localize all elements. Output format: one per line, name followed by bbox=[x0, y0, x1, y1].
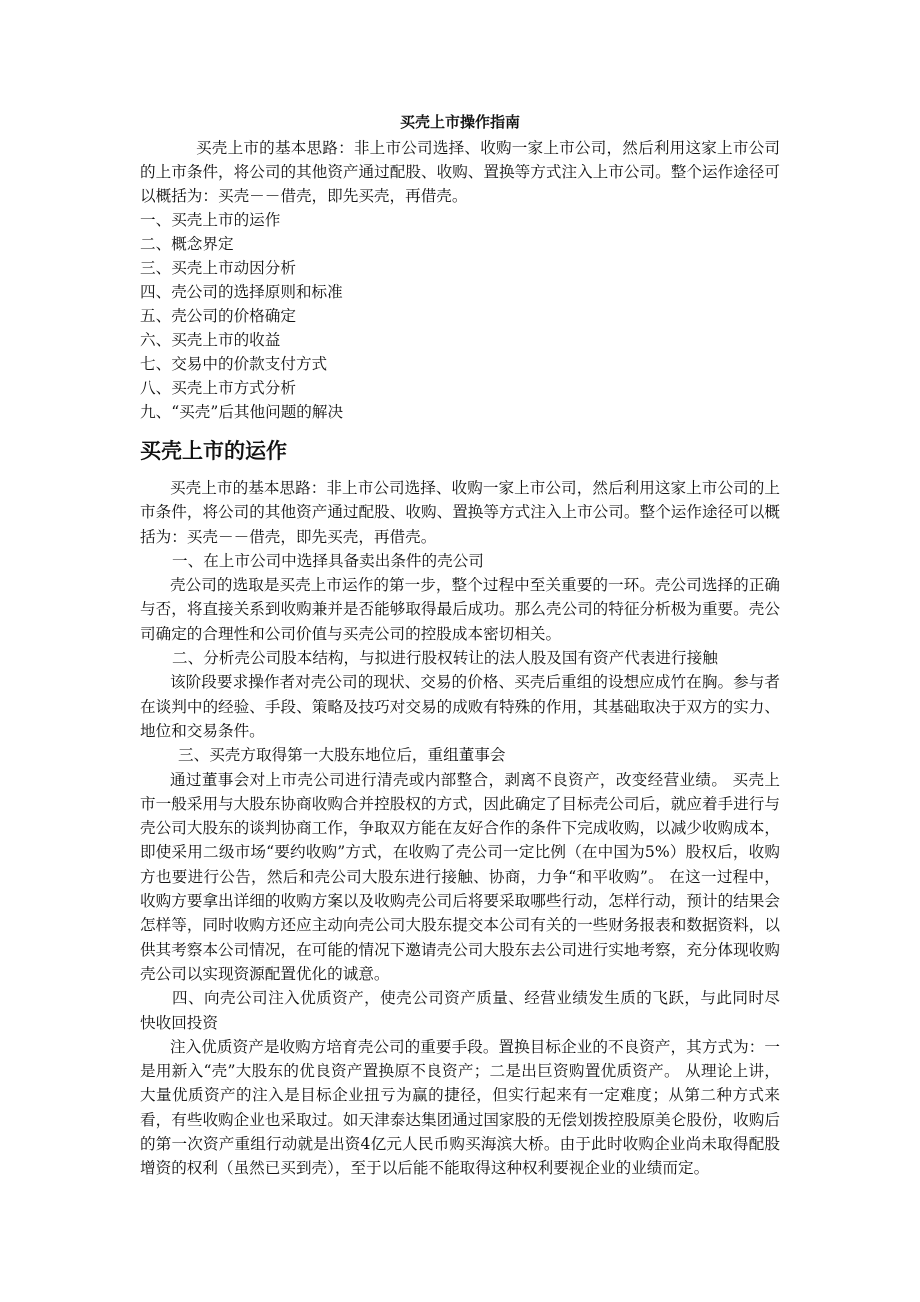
section-body bbox=[140, 476, 780, 1181]
table-of-contents bbox=[140, 208, 780, 424]
document-title: 买壳上市操作指南 bbox=[399, 113, 520, 131]
toc-item: 七、交易中的价款支付方式 bbox=[140, 355, 328, 373]
body-paragraph: 壳公司的选取是买壳上市运作的第一步，整个过程中至关重要的一环。壳公司选择的正确与否，将直接关系到收购兼并是否能够取得最后成功。那么壳公司的特征分析极为重要。壳公司确定的合理性和公司价值与买壳公司的控股成本密切相关。 bbox=[140, 576, 780, 643]
toc-item: 五、壳公司的价格确定 bbox=[140, 307, 296, 325]
toc-item: 六、买壳上市的收益 bbox=[140, 331, 281, 349]
body-paragraph: 买壳上市的基本思路：非上市公司选择、收购一家上市公司，然后利用这家上市公司的上市条件，将公司的其他资产通过配股、收购、置换等方式注入上市公司。整个运作途径可以概括为：买壳－－借壳，即先买壳，再借壳。 bbox=[140, 479, 780, 546]
toc-item: 四、壳公司的选择原则和标准 bbox=[140, 283, 343, 301]
toc-item: 九、“买壳”后其他问题的解决 bbox=[140, 403, 344, 421]
subheading-4: 四、向壳公司注入优质资产，使壳公司资产质量、经营业绩发生质的飞跃，与此同时尽快收回投资 bbox=[140, 989, 780, 1032]
subheading-3: 三、买壳方取得第一大股东地位后，重组董事会 bbox=[178, 746, 506, 765]
intro-paragraph: 买壳上市的基本思路：非上市公司选择、收购一家上市公司，然后利用这家上市公司的上市条件，将公司的其他资产通过配股、收购、置换等方式注入上市公司。整个运作途径可以概括为：买壳－－借壳，即先买壳，再借壳。 bbox=[140, 139, 780, 205]
subheading-1: 一、在上市公司中选择具备卖出条件的壳公司 bbox=[172, 551, 484, 570]
toc-item: 二、概念界定 bbox=[140, 235, 234, 253]
body-paragraph: 注入优质资产是收购方培育壳公司的重要手段。置换目标企业的不良资产，其方式为：一是用新入“壳”大股东的优良资产置换原不良资产；二是出巨资购置优质资产。 从理论上讲，大量优质资产的注入是目标企业扭亏为赢的捷径，但实行起来有一定难度；从第二种方式来看，有些收购企业也采取过。如天津泰达集团通过国家股的无偿划拨控股原美仑股份，收购后的第一次资产重组行动就是出资4亿元人民币购买海滨大桥。由于此时收购企业尚未取得配股增资的权利（虽然已买到壳），至于以后能不能取得这种权利要视企业的业绩而定。 bbox=[140, 1037, 780, 1178]
body-paragraph: 通过董事会对上市壳公司进行清壳或内部整合，剥离不良资产，改变经营业绩。 买壳上市一般采用与大股东协商收购合并控股权的方式，因此确定了目标壳公司后，就应着手进行与壳公司大股东的谈判协商工作，争取双方能在友好合作的条件下完成收购，以减少收购成本，即使采用二级市场“要约收购”方式，在收购了壳公司一定比例（在中国为5%）股权后，收购方也要进行公告，然后和壳公司大股东进行接触、协商，力争“和平收购”。 在这一过程中，收购方要拿出详细的收购方案以及收购壳公司后将要采取哪些行动，怎样行动，预计的结果会怎样等，同时收购方还应主动向壳公司大股东提交本公司有关的一些财务报表和数据资料，以供其考察本公司情况，在可能的情况下邀请壳公司大股东去公司进行实地考察，充分体现收购壳公司以实现资源配置优化的诚意。 bbox=[140, 770, 780, 983]
toc-item: 一、买壳上市的运作 bbox=[140, 211, 281, 229]
subheading-2: 二、分析壳公司股本结构，与拟进行股权转让的法人股及国有资产代表进行接触 bbox=[172, 649, 718, 668]
toc-item: 三、买壳上市动因分析 bbox=[140, 259, 296, 277]
section-heading: 买壳上市的运作 bbox=[140, 439, 287, 463]
toc-item: 八、买壳上市方式分析 bbox=[140, 379, 296, 397]
body-paragraph: 该阶段要求操作者对壳公司的现状、交易的价格、买壳后重组的设想应成竹在胸。参与者在谈判中的经验、手段、策略及技巧对交易的成败有特殊的作用，其基础取决于双方的实力、地位和交易条件。 bbox=[140, 673, 780, 740]
